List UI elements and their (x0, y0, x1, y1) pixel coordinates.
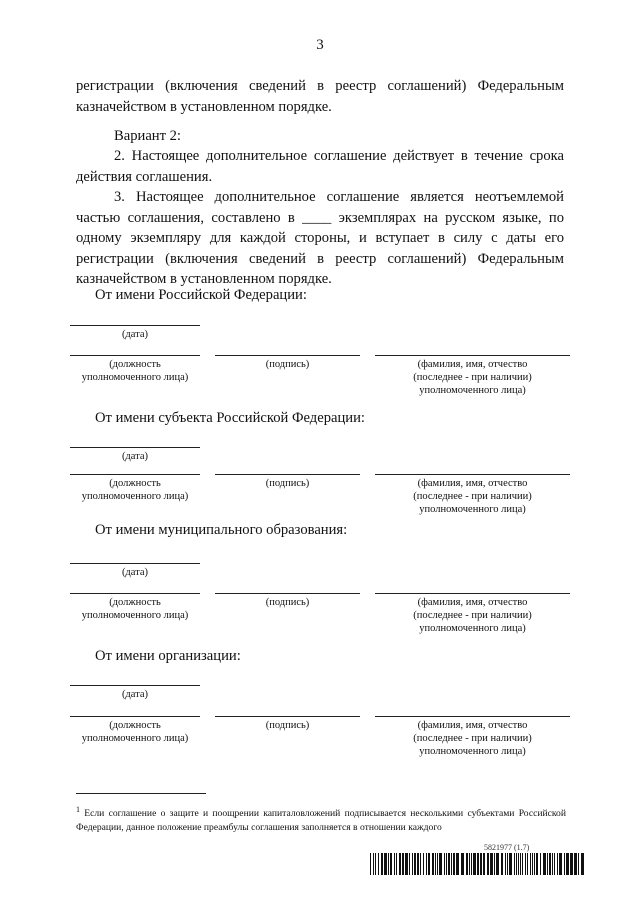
signature-caption: (подпись) (265, 478, 310, 489)
position-caption (55, 477, 215, 503)
name-caption (375, 358, 570, 397)
date-caption: (дата) (121, 329, 149, 340)
name-caption (375, 596, 570, 635)
name-caption (375, 719, 570, 758)
footnote-text: Если соглашение о защите и поощрении капиталовложений подписывается несколькими субъектами Российской Федерации, данное положение преамбулы соглашения заполняется в отношении каждого (76, 808, 566, 833)
paragraph-3-text: 3. Настоящее дополнительное соглашение является неотъемлемой частью соглашения, составлено в ____ экземплярах на русском языке, по одному экземпляру для каждой стороны, и вступает в силу с даты его регистрации (включения сведений в реестр соглашений) Федеральным казначейством в установленном порядке. (76, 189, 564, 287)
position-caption-line: (должность (109, 478, 161, 489)
name-caption-line: уполномоченного лица) (419, 746, 526, 757)
section-title: От имени организации: (95, 648, 241, 664)
position-caption-line: (должность (109, 597, 161, 608)
name-caption-line: (последнее - при наличии) (413, 491, 532, 502)
name-line (375, 355, 570, 356)
date-caption: (дата) (121, 451, 149, 462)
date-line (70, 563, 200, 564)
section-title: От имени субъекта Российской Федерации: (95, 410, 365, 426)
variant-label: Вариант 2: (114, 128, 181, 144)
signature-line (215, 593, 360, 594)
date-caption: (дата) (121, 567, 149, 578)
date-line (70, 447, 200, 448)
name-caption-line: уполномоченного лица) (419, 504, 526, 515)
position-caption-line: уполномоченного лица) (81, 610, 189, 621)
signature-caption: (подпись) (265, 720, 310, 731)
name-caption-line: (фамилия, имя, отчество (417, 720, 528, 731)
paragraph-3 (76, 187, 564, 290)
name-caption-line: уполномоченного лица) (419, 623, 526, 634)
signature-line (215, 716, 360, 717)
name-caption-line: (фамилия, имя, отчество (417, 478, 528, 489)
date-line (70, 325, 200, 326)
footnote-marker: 1 (76, 805, 80, 814)
position-caption (55, 358, 215, 384)
position-caption-line: уполномоченного лица) (81, 733, 189, 744)
name-caption-line: (фамилия, имя, отчество (417, 597, 528, 608)
name-caption-line: (последнее - при наличии) (413, 372, 532, 383)
position-caption (55, 719, 215, 745)
position-caption-line: (должность (109, 720, 161, 731)
paragraph-continuation: регистрации (включения сведений в реестр соглашений) Федеральным казначейством в установленном порядке. (76, 78, 564, 115)
date-line (70, 685, 200, 686)
position-line (70, 593, 200, 594)
section-title: От имени муниципального образования: (95, 522, 348, 538)
name-line (375, 593, 570, 594)
signature-caption: (подпись) (265, 597, 310, 608)
signature-line (215, 355, 360, 356)
paragraph-2 (76, 146, 564, 187)
position-line (70, 716, 200, 717)
position-line (70, 355, 200, 356)
paragraph-2-text: 2. Настоящее дополнительное соглашение действует в течение срока действия соглашения. (76, 148, 564, 185)
variant-heading (76, 126, 564, 147)
name-caption-line: уполномоченного лица) (419, 385, 526, 396)
name-caption-line: (фамилия, имя, отчество (417, 359, 528, 370)
name-caption-line: (последнее - при наличии) (413, 610, 532, 621)
position-caption (55, 596, 215, 622)
name-line (375, 716, 570, 717)
barcode (370, 853, 588, 875)
signature-line (215, 474, 360, 475)
page-number: 3 (316, 37, 324, 53)
footnote (76, 803, 566, 835)
position-caption-line: уполномоченного лица) (81, 491, 189, 502)
position-line (70, 474, 200, 475)
position-caption-line: (должность (109, 359, 161, 370)
position-caption-line: уполномоченного лица) (81, 372, 189, 383)
name-line (375, 474, 570, 475)
signature-caption: (подпись) (265, 359, 310, 370)
name-caption (375, 477, 570, 516)
date-caption: (дата) (121, 689, 149, 700)
footnote-separator (76, 793, 206, 794)
document-code: 5821977 (1.7) (484, 843, 530, 852)
name-caption-line: (последнее - при наличии) (413, 733, 532, 744)
section-title: От имени Российской Федерации: (95, 287, 307, 303)
